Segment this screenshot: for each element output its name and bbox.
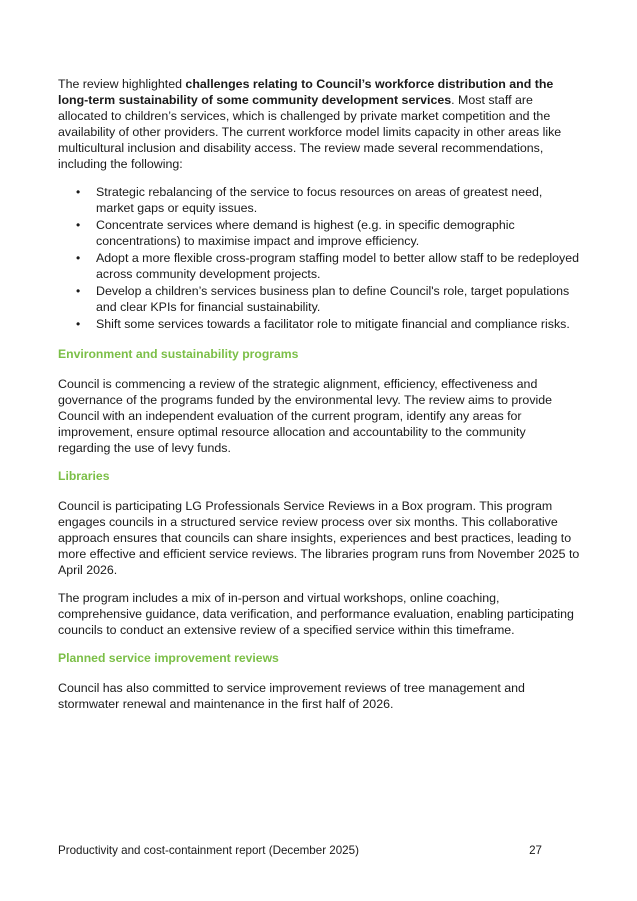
bullet-icon: • <box>76 284 81 298</box>
heading-planned-reviews: Planned service improvement reviews <box>58 651 279 665</box>
page-content <box>58 76 580 724</box>
list-item-text: Strategic rebalancing of the service to focus resources on areas of greatest need, market gaps or equity issues. <box>96 185 543 215</box>
list-item <box>58 250 580 282</box>
list-item-text: Shift some services towards a facilitator role to mitigate financial and compliance risks. <box>96 317 570 331</box>
intro-paragraph <box>58 76 580 172</box>
bullet-icon: • <box>76 317 81 331</box>
list-item-text: Adopt a more flexible cross-program staffing model to better allow staff to be redeployed across community development projects. <box>96 251 580 281</box>
page-number: 27 <box>529 844 542 857</box>
list-item-text: Develop a children’s services business plan to define Council's role, target populations and clear KPIs for financial sustainability. <box>96 284 570 314</box>
paragraph-libraries-2: The program includes a mix of in-person and virtual workshops, online coaching, comprehensive guidance, data verification, and performance evaluation, enabling participating councils to conduct an extensive review of a specified service within this timeframe. <box>58 591 574 637</box>
paragraph-environment: Council is commencing a review of the strategic alignment, efficiency, effectiveness and governance of the programs funded by the environmental levy. The review aims to provide Council with an independent evaluation of the current program, identify any areas for improvement, ensure optimal resource allocation and accountability to the community regarding the use of levy funds. <box>58 377 553 455</box>
list-item <box>58 217 580 249</box>
intro-text-start: The review highlighted <box>58 77 186 91</box>
recommendations-list <box>58 184 580 332</box>
paragraph-libraries-1: Council is participating LG Professionals Service Reviews in a Box program. This program engages councils in a structured service review process over six months. This collaborative approach ensures that councils can share insights, experiences and best practices, leading to more effective and efficient service reviews. The libraries program runs from November 2025 to April 2026. <box>58 499 580 577</box>
page-footer <box>58 843 542 858</box>
bullet-icon: • <box>76 251 81 265</box>
footer-title: Productivity and cost-containment report (December 2025) <box>58 844 359 857</box>
list-item-text: Concentrate services where demand is highest (e.g. in specific demographic concentrations) to maximise impact and improve efficiency. <box>96 218 515 248</box>
bullet-icon: • <box>76 185 81 199</box>
intro-bold-text: challenges relating to Council’s workforce distribution and the long-term sustainability of some community development services <box>58 77 554 107</box>
heading-libraries: Libraries <box>58 469 110 483</box>
heading-environment-sustainability: Environment and sustainability programs <box>58 347 299 361</box>
list-item <box>58 316 580 332</box>
bullet-icon: • <box>76 218 81 232</box>
paragraph-planned-reviews: Council has also committed to service improvement reviews of tree management and stormwater renewal and maintenance in the first half of 2026. <box>58 681 525 711</box>
list-item <box>58 283 580 315</box>
intro-text-end: . Most staff are allocated to children’s services, which is challenged by private market competition and the availability of other providers. The current workforce model limits capacity in other areas like multicultural inclusion and disability access. The review made several recommendations, including the following: <box>58 93 562 171</box>
list-item <box>58 184 580 216</box>
